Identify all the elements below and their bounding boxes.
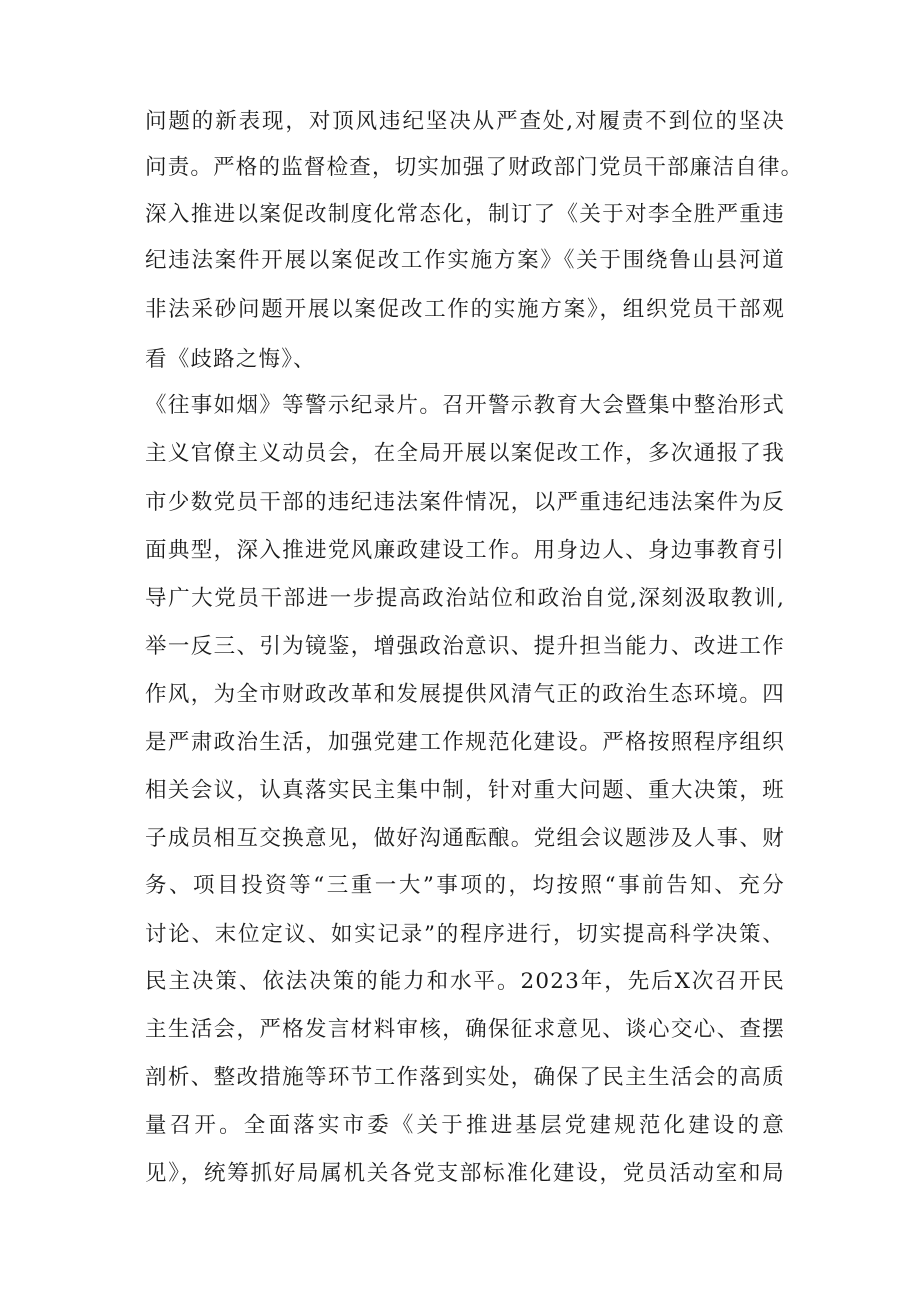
body-text-line: 市少数党员干部的违纪违法案件情况，以严重违纪违法案件为反 xyxy=(145,490,785,515)
body-text-line: 是严肃政治生活，加强党建工作规范化建设。严格按照程序组织 xyxy=(145,730,785,755)
body-text-line: 相关会议，认真落实民主集中制，针对重大问题、重大决策，班 xyxy=(145,778,785,803)
body-text-line: 问责。严格的监督检查，切实加强了财政部门党员干部廉洁自律。 xyxy=(145,155,804,180)
body-text-line: 非法采砂问题开展以案促改工作的实施方案》，组织党员干部观 xyxy=(145,297,785,322)
body-text-line: 问题的新表现，对顶风违纪坚决从严查处,对履责不到位的坚决 xyxy=(145,109,785,134)
body-text-line: 剖析、整改措施等环节工作落到实处，确保了民主生活会的高质 xyxy=(145,1065,785,1090)
body-text-line: 子成员相互交换意见，做好沟通酝酿。党组会议题涉及人事、财 xyxy=(145,826,785,851)
body-text-line: 看《歧路之悔》、 xyxy=(145,347,316,372)
body-text-line: 《往事如烟》等警示纪录片。召开警示教育大会暨集中整治形式 xyxy=(145,393,785,418)
body-text-line: 纪违法案件开展以案促改工作实施方案》《关于围绕鲁山县河道 xyxy=(145,248,785,273)
body-text-line: 导广大党员干部进一步提高政治站位和政治自觉,深刻汲取教训, xyxy=(145,586,785,611)
body-text-line: 深入推进以案促改制度化常态化，制订了《关于对李全胜严重违 xyxy=(145,202,785,227)
body-text-line: 量召开。全面落实市委《关于推进基层党建规范化建设的意 xyxy=(145,1113,785,1138)
body-text-line: 见》，统筹抓好局属机关各党支部标准化建设，党员活动室和局 xyxy=(145,1161,785,1186)
body-text-line: 务、项目投资等“三重一大”事项的，均按照“事前告知、充分 xyxy=(145,873,785,898)
body-text-line: 主义官僚主义动员会，在全局开展以案促改工作，多次通报了我 xyxy=(145,441,785,466)
body-text-line: 主生活会，严格发言材料审核，确保征求意见、谈心交心、查摆 xyxy=(145,1017,785,1042)
body-text-line: 举一反三、引为镜鉴，增强政治意识、提升担当能力、改进工作 xyxy=(145,634,785,659)
body-text-line: 民主决策、依法决策的能力和水平。2023年，先后X次召开民 xyxy=(145,969,785,994)
body-text-line: 讨论、末位定议、如实记录”的程序进行，切实提高科学决策、 xyxy=(145,922,785,947)
body-text-line: 面典型，深入推进党风廉政建设工作。用身边人、身边事教育引 xyxy=(145,538,785,563)
body-text-line: 作风，为全市财政改革和发展提供风清气正的政治生态环境。四 xyxy=(145,682,785,707)
